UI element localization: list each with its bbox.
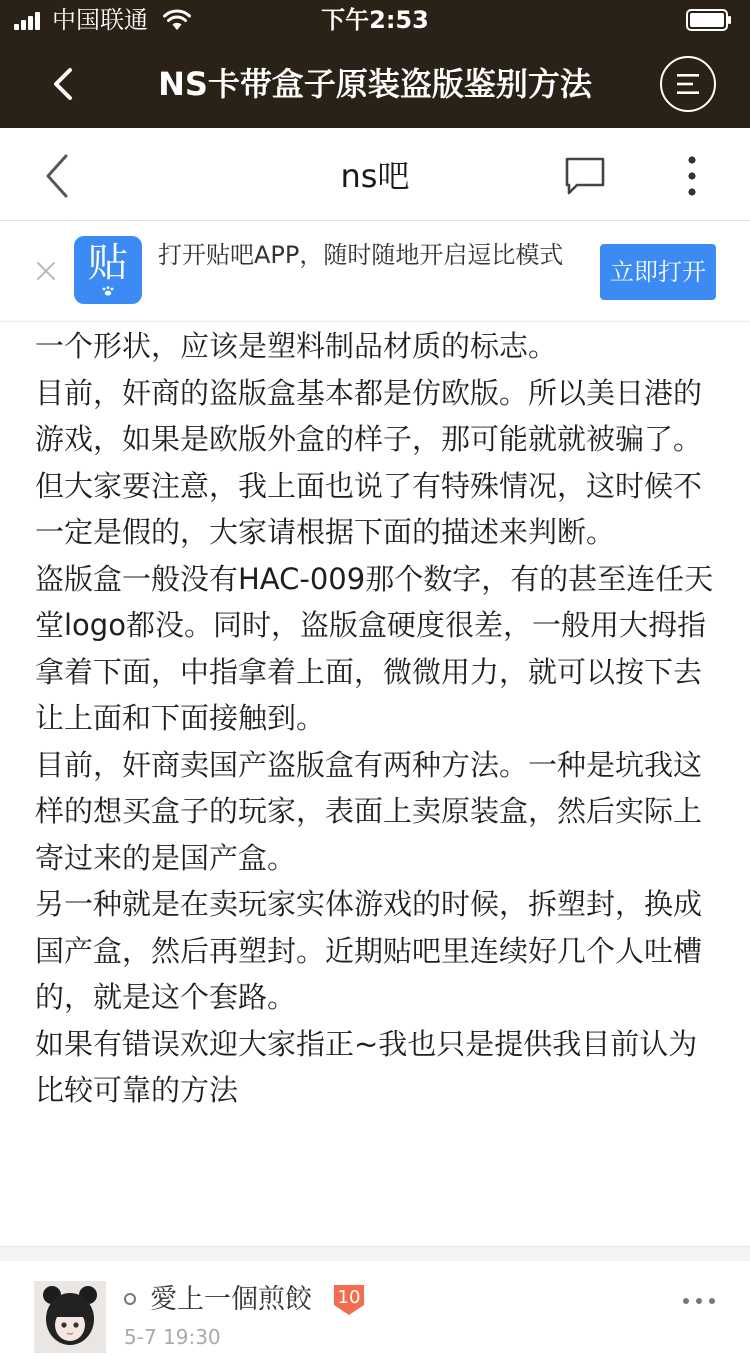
page-title: NS卡带盒子原装盗版鉴别方法 (158, 65, 592, 103)
chevron-left-icon[interactable] (44, 62, 84, 106)
menu-button[interactable] (660, 56, 716, 112)
logo-text: 贴 (88, 240, 128, 286)
section-divider (0, 1246, 750, 1261)
title-bar (0, 40, 750, 128)
post-body (35, 323, 720, 1114)
carrier-name: 中国联通 (52, 6, 148, 34)
paw-icon (102, 286, 114, 296)
avatar-image (34, 1281, 106, 1353)
forum-nav-bar (0, 128, 750, 221)
reply-username[interactable]: 愛上一個煎餃 (150, 1284, 312, 1315)
close-icon[interactable] (36, 261, 56, 281)
more-vertical-icon[interactable] (682, 154, 702, 198)
post-paragraph: 目前，奸商卖国产盗版盒有两种方法。一种是坑我这样的想买盒子的玩家，表面上卖原装盒，然后实际上寄过来的是国产盒。 (35, 747, 703, 875)
clock: 下午2:53 (321, 6, 429, 34)
post-paragraph: 盗版盒一般没有HAC-009那个数字，有的甚至连任天堂logo都没。同时，盗版盒硬度很差，一般用大拇指拿着下面，中指拿着上面，微微用力，就可以按下去让上面和下面接触到。 (35, 561, 714, 735)
post-paragraph: 目前，奸商的盗版盒基本都是仿欧版。所以美日港的游戏，如果是欧版外盒的样子，那可能就就被骗了。但大家要注意，我上面也说了有特殊情况，这时候不一定是假的，大家请根据下面的描述来判断。 (35, 375, 703, 549)
status-bar (0, 0, 750, 40)
battery-icon (686, 9, 732, 31)
more-horizontal-icon[interactable] (682, 1297, 716, 1305)
floor-dot-icon (124, 1293, 136, 1305)
level-badge (331, 1283, 367, 1317)
reply-item (0, 1261, 750, 1349)
avatar[interactable] (34, 1281, 106, 1353)
tieba-app-logo (74, 236, 142, 304)
banner-message: 打开贴吧APP，随时随地开启逗比模式 (158, 241, 564, 269)
post-paragraph: 一个形状，应该是塑料制品材质的标志。 (35, 329, 558, 363)
level-number: 10 (337, 1287, 361, 1308)
app-promo-banner (0, 221, 750, 322)
comment-icon[interactable] (564, 156, 606, 196)
reply-time: 5-7 19:30 (124, 1325, 221, 1349)
forum-name[interactable]: ns吧 (340, 157, 410, 195)
open-app-button[interactable]: 立即打开 (600, 244, 716, 300)
post-paragraph: 如果有错误欢迎大家指正~我也只是提供我目前认为比较可靠的方法 (35, 1026, 698, 1107)
hamburger-menu-icon (675, 72, 701, 96)
post-paragraph: 另一种就是在卖玩家实体游戏的时候，拆塑封，换成国产盒，然后再塑封。近期贴吧里连续好几个人吐槽的，就是这个套路。 (35, 887, 703, 1014)
